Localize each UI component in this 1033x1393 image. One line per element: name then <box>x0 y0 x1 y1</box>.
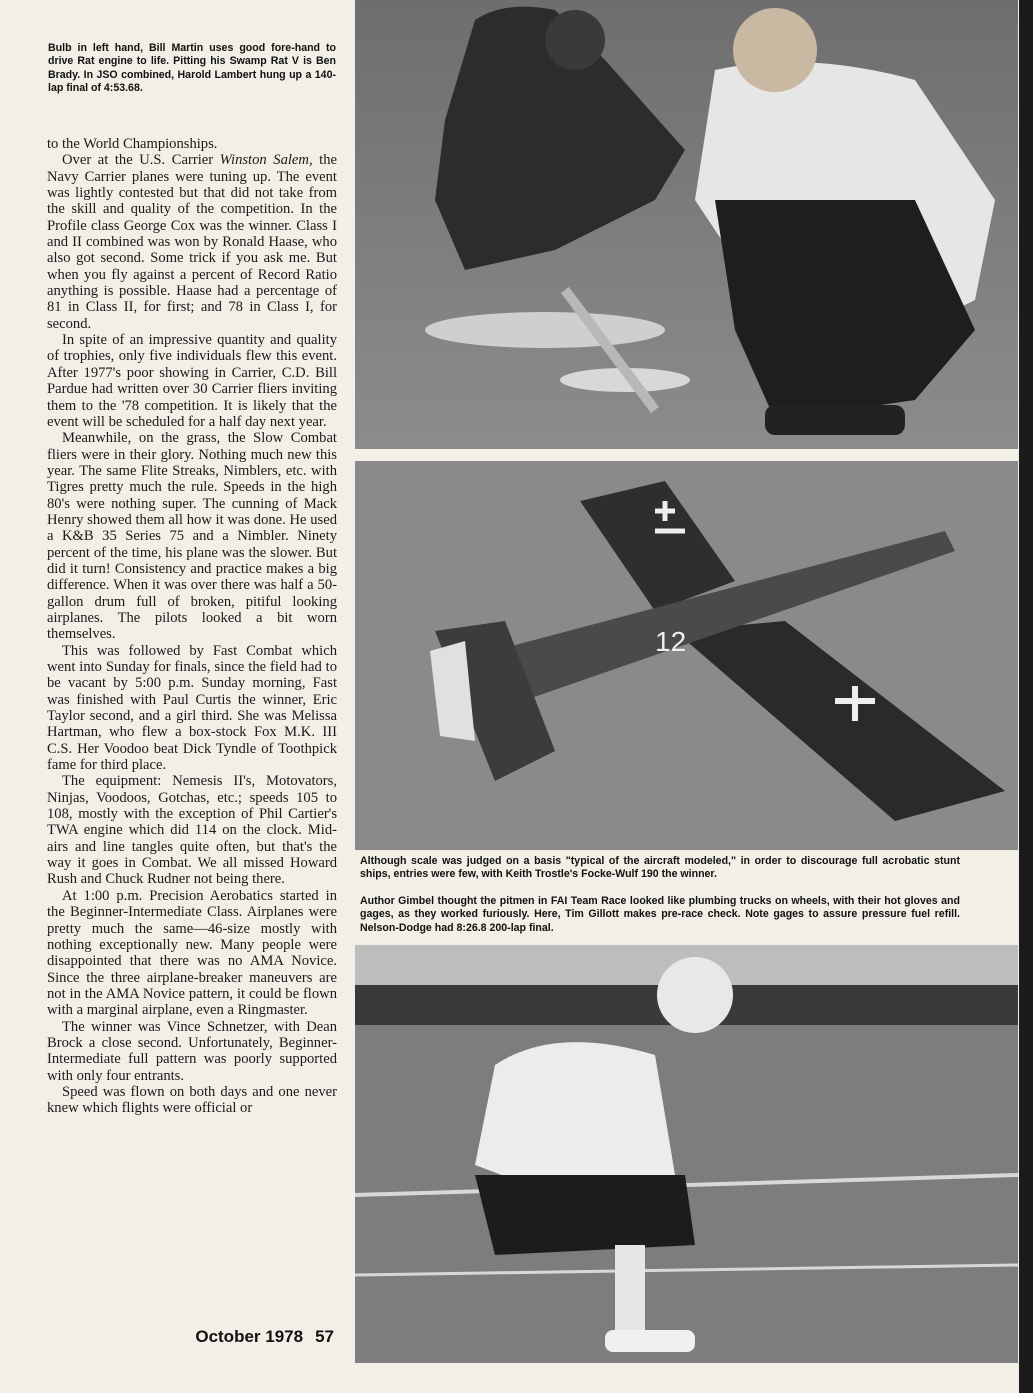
paragraph: The winner was Vince Schnetzer, with Dean Brock a close second. Unfortunately, Beginner-Intermediate full pattern was poorly supported with only four entrants. <box>47 1018 337 1084</box>
page-footer <box>150 1327 334 1347</box>
top-photo-caption: Bulb in left hand, Bill Martin uses good fore-hand to drive Rat engine to life. Pitting his Swamp Rat V is Ben Brady. In JSO combined, Harold Lambert hung up a 140-lap final of 4:53.68. <box>48 42 336 95</box>
page-number: 57 <box>315 1327 334 1346</box>
photo-pitmen-starting-engine <box>355 0 1018 449</box>
issue-date: October 1978 <box>195 1327 304 1346</box>
paragraph: The equipment: Nemesis II's, Motovators, Ninjas, Voodoos, Gotchas, etc.; speeds 105 to 108, mostly with the exception of Phil Cartier's TWA engine which did 114 on the clock. Mid-airs and line tangles quite often, but that's the way it goes in Combat. We all missed Howard Rush and Chuck Rudner not being there. <box>47 773 337 888</box>
paragraph: to the World Championships. <box>47 136 218 152</box>
paragraph: At 1:00 p.m. Precision Aerobatics started in the Beginner-Intermediate Class. Airplanes were pretty much the same—46-size mostly with nothing exceptionally new. Many people were disappointed that there was no AMA Novice. Since the three airplane-breaker maneuvers are not in the AMA Novice pattern, it could be flown with a marginal airplane, even a Ringmaster. <box>47 887 337 1019</box>
scan-border <box>1019 0 1033 1393</box>
ship-name: Winston Salem <box>219 152 309 169</box>
bottom-photo-caption: Author Gimbel thought the pitmen in FAI Team Race looked like plumbing trucks on wheels, with their hot gloves and gages, as they worked furiously. Here, Tim Gillott makes pre-race check. Note gages to assure pressure fuel refill. Nelson-Dodge had 8:26.8 200-lap final. <box>360 895 960 934</box>
paragraph: Speed was flown on both days and one never knew which flights were official or <box>47 1083 337 1117</box>
middle-photo-caption: Although scale was judged on a basis "typical of the aircraft modeled," in order to discourage full acrobatic stunt ships, entries were few, with Keith Trostle's Focke-Wulf 190 the winner. <box>360 855 960 881</box>
paragraph: Over at the U.S. Carrier Winston Salem, the Navy Carrier planes were tuning up. The event was lightly contested but that did not take from the skill and quality of the competition. In the Profile class George Cox was the winner. Class I and II combined was won by Ronald Haase, who also got second. Some trick if you ask me. But when you fly against a percent of Record Ratio anything is possible. Haase had a percentage of 81 in Class II, for first; and 78 in Class I, for second. <box>47 152 337 332</box>
photo-focke-wulf-model <box>355 461 1018 850</box>
paragraph: In spite of an impressive quantity and quality of trophies, only five individuals flew this event. After 1977's poor showing in Carrier, C.D. Bill Pardue had written over 30 Carrier fliers inviting them to the '78 competition. It is likely that the event will be scheduled for a half day next year. <box>47 332 337 430</box>
paragraph: This was followed by Fast Combat which went into Sunday for finals, since the field had to be vacant by 5:00 p.m. Sunday morning, Fast was finished with Paul Curtis the winner, Eric Taylor second, and a girl third. She was Melissa Hartman, who flew a box-stock Fox M.K. III C.S. Her Voodoo beat Dick Tyndle of Toothpick fame for third place. <box>47 642 337 774</box>
paragraph: Meanwhile, on the grass, the Slow Combat fliers were in their glory. Nothing much new this year. The same Flite Streaks, Nimblers, etc. with Tigres pretty much the rule. Speeds in the high 80's were nothing super. The cunning of Mack Henry showed them all how it was done. He used a K&B 35 Series 75 and a Nimbler. Ninety percent of the time, his plane was the slower. But did it turn! Consistency and practice makes a big difference. When it was over there was half a 50-gallon drum full of broken, pitiful looking airplanes. The pilots looked a bit worn themselves. <box>47 430 337 643</box>
plane-number: 12 <box>655 626 687 657</box>
article-column <box>47 136 337 1117</box>
photo-team-race-pitman <box>355 945 1018 1363</box>
